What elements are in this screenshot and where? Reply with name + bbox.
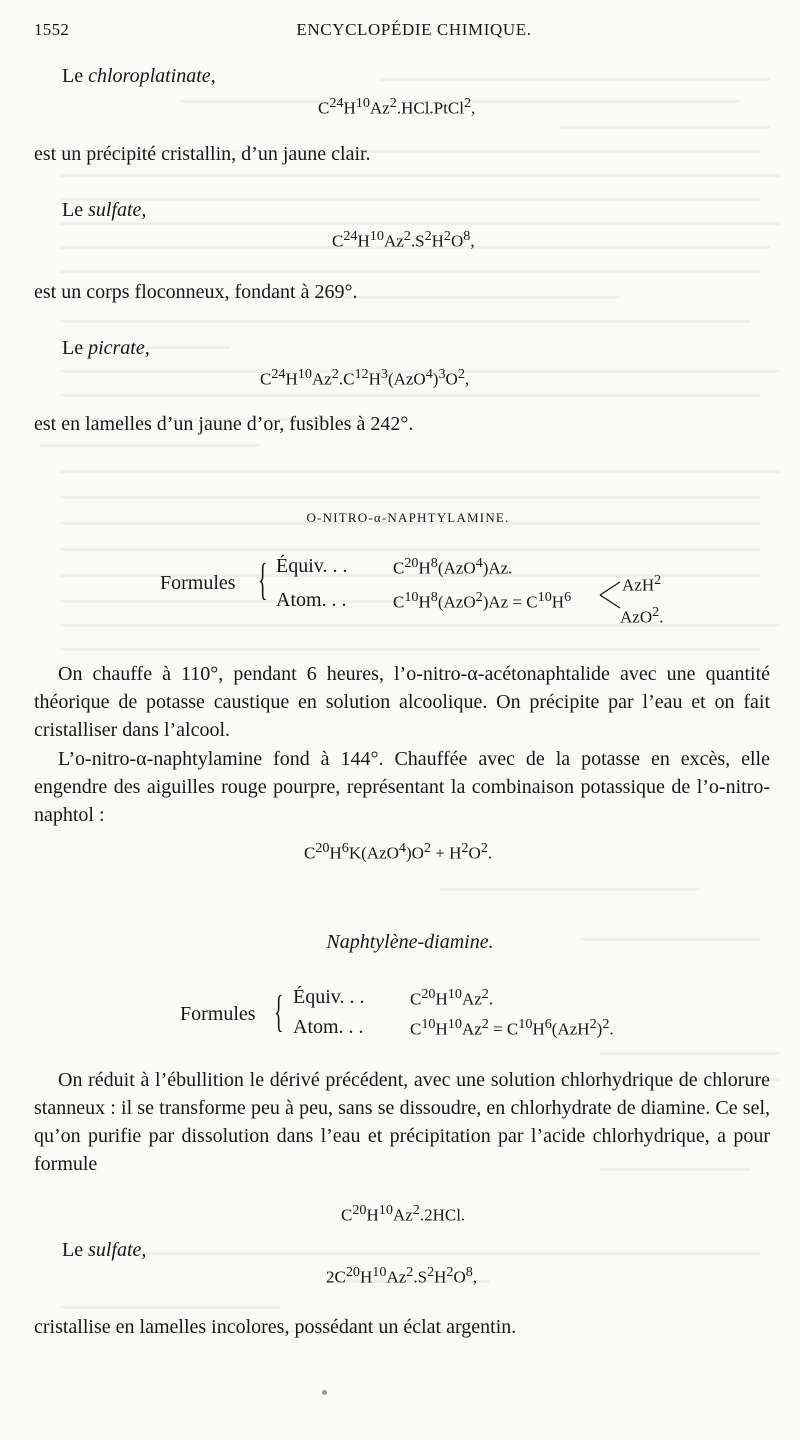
diamine-paragraph <box>34 1066 770 1178</box>
bleed-through-line <box>60 1306 280 1309</box>
chloroplatinate-description: est un précipité cristallin, d’un jaune clair. <box>34 143 371 165</box>
picrate-formula: $C^{24}H^{10}Az^2.C^{12}H^3(AzO^4)^3O^2$, <box>260 366 470 389</box>
bleed-through-line <box>60 548 760 551</box>
section-title-diamine <box>0 928 800 956</box>
running-title <box>0 20 800 40</box>
paragraph-text: L’o-nitro-α-naphtylamine fond à 144°. Chauffée avec de la potasse en excès, elle engendre des aiguilles rouge pourpre, représentant la combinaison potassique de l’o-nitro-naphtol : <box>34 748 770 826</box>
bleed-through-line <box>60 496 760 499</box>
bleed-through-line <box>40 444 260 447</box>
salt-name: sulfate, <box>88 1239 147 1261</box>
atom-formula: $C^{10}H^{10}Az^2 = C^{10}H^6(AzH^2)^2$. <box>410 1016 614 1039</box>
intro-prefix: Le <box>62 337 89 359</box>
equiv-label: Équiv. . . <box>293 986 365 1008</box>
equiv-label: Équiv. . . <box>276 555 348 577</box>
left-brace-icon: { <box>274 987 284 1036</box>
section-title-nitro <box>0 510 800 526</box>
paragraph-text: On réduit à l’ébullition le dérivé précédent, avec une solution chlorhydrique de chlorure stanneux : il se transforme peu à peu, sans se dissoudre, en chlorhydrate de diamine. Ce sel, qu’on purifie par dissolution dans l’eau et précipitation par l’acide chlorhydrique, a pour formule <box>34 1069 770 1175</box>
bleed-through-line <box>60 394 760 397</box>
bleed-through-line <box>380 78 770 81</box>
sulfate-description: est un corps floconneux, fondant à 269°. <box>34 281 358 303</box>
printing-speck <box>322 1390 327 1395</box>
sulfate-2-intro <box>62 1236 146 1264</box>
bleed-through-line <box>60 320 750 323</box>
intro-prefix: Le <box>62 199 89 221</box>
equiv-formula: $C^{20}H^{10}Az^2$. <box>410 986 494 1009</box>
sulfate-2-description: cristallise en lamelles incolores, possédant un éclat argentin. <box>34 1316 517 1338</box>
running-title-text: ENCYCLOPÉDIE CHIMIQUE. <box>296 20 532 39</box>
chloroplatinate-formula: $C^{24}H^{10}Az^2.HCl.PtCl^2$, <box>318 95 476 118</box>
formulas-label: Formules <box>160 572 236 594</box>
bleed-through-line <box>60 198 760 201</box>
branch-bottom-group: AzO$^2$. <box>620 604 664 627</box>
salt-name: chloroplatinate, <box>88 65 216 87</box>
nitro-paragraph-1 <box>34 660 770 744</box>
atom-formula: $C^{10}H^8(AzO^2)Az = C^{10}H^6$ <box>393 589 572 612</box>
bleed-through-line <box>600 1052 780 1055</box>
bleed-through-line <box>60 1252 760 1255</box>
bleed-through-line <box>60 174 780 177</box>
hydrochloride-formula: $C^{20}H^{10}Az^2.2HCl$. <box>341 1202 466 1225</box>
page-number: 1552 <box>34 20 70 39</box>
bleed-through-line <box>560 126 770 129</box>
paragraph-text: On chauffe à 110°, pendant 6 heures, l’o-nitro-α-acétonaphtalide avec une quantité théorique de potasse caustique en solution alcoolique. On précipite par l’eau et on fait cristalliser dans l’alcool. <box>34 663 770 741</box>
bleed-through-line <box>440 888 700 891</box>
bleed-through-line <box>60 624 780 627</box>
salt-name: picrate, <box>88 337 150 359</box>
atom-label: Atom. . . <box>293 1016 364 1038</box>
sulfate-intro <box>62 196 146 224</box>
picrate-intro <box>62 334 150 362</box>
bleed-through-line <box>60 648 760 651</box>
salt-name: sulfate, <box>88 199 147 221</box>
branch-top-group: AzH$^2$ <box>622 572 662 595</box>
equiv-formula: $C^{20}H^8(AzO^4)Az$. <box>393 555 513 578</box>
section-title-text: Naphtylène-diamine. <box>326 931 494 953</box>
chloroplatinate-intro <box>62 62 216 90</box>
intro-prefix: Le <box>62 65 89 87</box>
picrate-description: est en lamelles d’un jaune d’or, fusibles à 242°. <box>34 413 414 435</box>
potassium-formula: $C^{20}H^6K(AzO^4)O^2 + H^2O^2$. <box>304 840 493 863</box>
sulfate-formula: $C^{24}H^{10}Az^2.S^2H^2O^8$, <box>332 228 475 251</box>
bleed-through-line <box>60 270 760 273</box>
nitro-paragraph-2 <box>34 745 770 829</box>
atom-label: Atom. . . <box>276 589 347 611</box>
left-brace-icon: { <box>258 555 268 604</box>
bleed-through-line <box>60 470 780 473</box>
sulfate-2-formula: $2C^{20}H^{10}Az^2.S^2H^2O^8$, <box>326 1264 478 1287</box>
bleed-through-line <box>60 222 780 225</box>
section-title-text: O-NITRO-α-NAPHTYLAMINE. <box>306 510 510 525</box>
formulas-label: Formules <box>180 1003 256 1025</box>
intro-prefix: Le <box>62 1239 89 1261</box>
